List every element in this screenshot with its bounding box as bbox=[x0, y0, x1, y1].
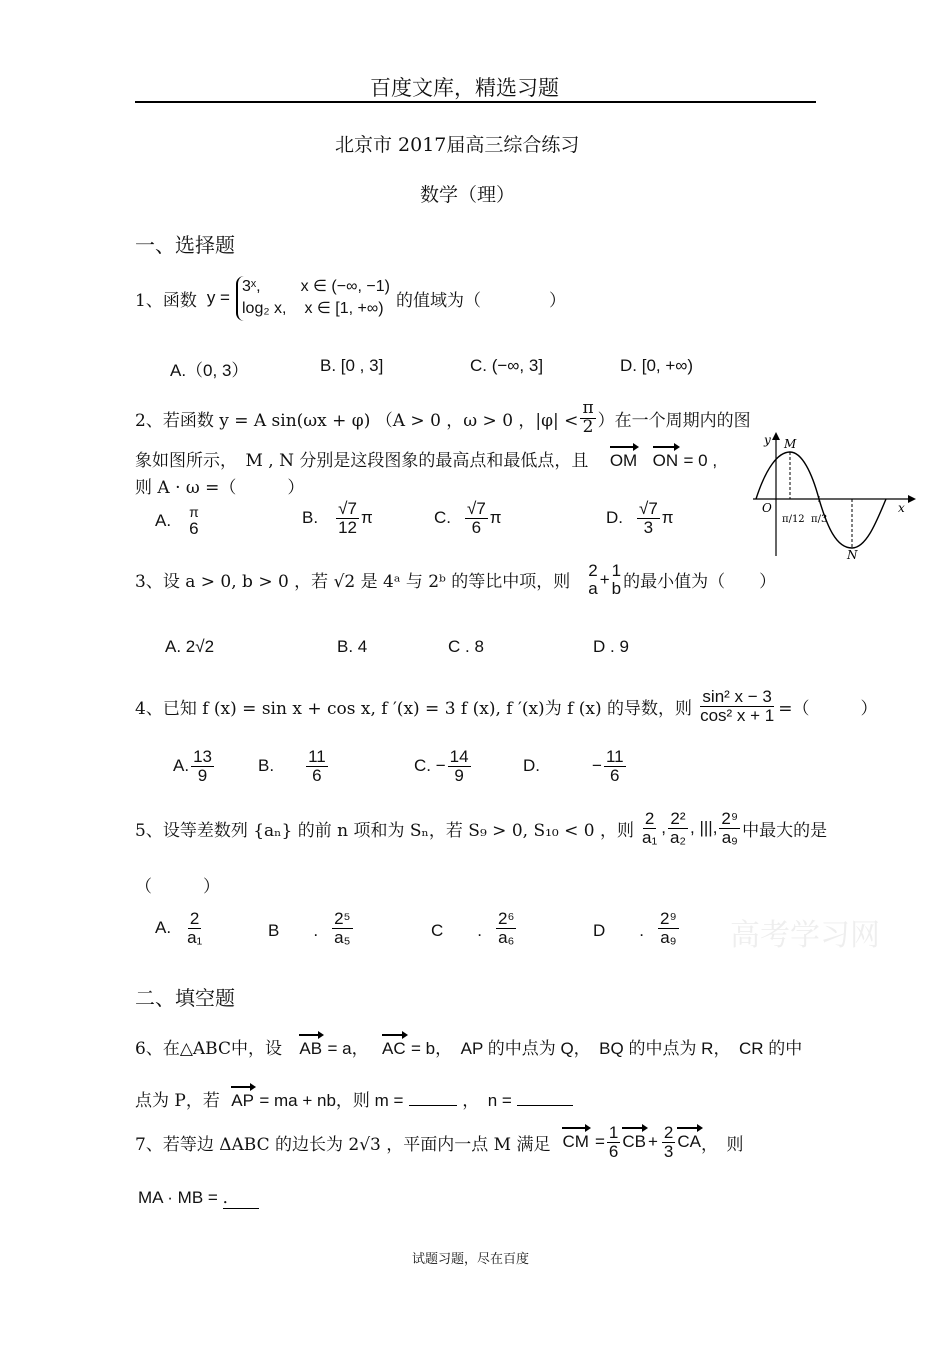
q4-option-d bbox=[523, 748, 628, 785]
q2-opt-a-num: π bbox=[189, 504, 199, 520]
q1-piece1-expr: 3ˣ, bbox=[241, 278, 261, 295]
q5-opt-c-frac bbox=[496, 910, 516, 947]
question-7-line-1 bbox=[135, 1124, 744, 1161]
q5-opt-d-frac bbox=[658, 910, 679, 947]
q5-f3-den: a₉ bbox=[721, 827, 738, 847]
watermark: 高考学习网 bbox=[730, 918, 880, 953]
q7-f2-den: 3 bbox=[663, 1141, 674, 1161]
q4-opt-d-label: D. bbox=[523, 756, 540, 776]
q2-option-c bbox=[434, 500, 502, 537]
q2-option-a bbox=[155, 505, 201, 538]
question-6-line-1 bbox=[135, 1034, 802, 1059]
q2-opt-b-frac bbox=[336, 500, 359, 537]
q2-line1: 2、若函数 y = A sin(ωx + φ) （A > 0 ，ω > 0 ，|φ| < bbox=[135, 410, 579, 431]
q5-opt-d-label: D . bbox=[593, 920, 644, 940]
q7-vector-cm: CM bbox=[562, 1132, 589, 1152]
q5-f2-num: 2² bbox=[670, 809, 686, 828]
q6-line1a: 6、在△ABC中，设 bbox=[135, 1039, 282, 1059]
q4-opt-d-den: 6 bbox=[610, 765, 620, 785]
q2-opt-c-den: 6 bbox=[471, 517, 482, 537]
q5-option-c bbox=[431, 910, 518, 947]
q4-opt-c-label: C. − bbox=[414, 756, 446, 776]
q7-line1a: 7、若等边 ΔABC 的边长为 2√3 ，平面内一点 M 满足 bbox=[135, 1134, 551, 1155]
q2-opt-b-tail: π bbox=[360, 508, 373, 528]
q3-frac2 bbox=[612, 562, 621, 598]
q1-y: y = bbox=[206, 288, 230, 308]
q6-eq-a: = a， bbox=[327, 1039, 369, 1058]
graph-tick2-label: π/3 bbox=[811, 514, 828, 525]
q2-vector-on: ON bbox=[652, 451, 679, 470]
q1-tail: 的值域为（ ） bbox=[395, 290, 566, 311]
graph-x-arrow bbox=[908, 495, 916, 503]
q7-f2-num: 2 bbox=[663, 1123, 674, 1142]
q4-opt-c-den: 9 bbox=[454, 765, 464, 785]
q4-opt-a-frac bbox=[191, 748, 214, 785]
q5-opt-c-num: 2⁶ bbox=[498, 909, 515, 928]
q7-eq: = bbox=[594, 1132, 605, 1152]
doc-title: 北京市 2017届高三综合练习 bbox=[335, 134, 580, 156]
q2-opt-a-frac bbox=[189, 505, 199, 538]
question-7-line-2 bbox=[138, 1183, 259, 1209]
q5-f2-den: a₂ bbox=[669, 827, 686, 847]
q4-stem: 4、已知 f (x) = sin x + cos x, f ′(x) = 3 f (x), f ′(x)为 f (x) 的导数，则 bbox=[135, 698, 693, 719]
q4-num: sin² x − 3 bbox=[702, 687, 772, 706]
q1-piece2-expr: log₂ x, bbox=[241, 300, 287, 318]
graph-min-label: N bbox=[847, 548, 858, 562]
q4-opt-b-num: 11 bbox=[308, 747, 326, 766]
q7-vector-cb: CB bbox=[622, 1132, 646, 1152]
q3-stem: 3、设 a > 0, b > 0 ，若 √2 是 4ᵃ 与 2ᵇ 的等比中项，则 bbox=[135, 572, 571, 593]
q3-f2-num: 1 bbox=[611, 561, 622, 580]
q2-vector-om: OM bbox=[609, 451, 638, 470]
q7-blank[interactable] bbox=[223, 1183, 259, 1209]
q2-opt-c-label: C. bbox=[434, 508, 451, 528]
q7-frac2 bbox=[662, 1124, 675, 1161]
q3-f2-den: b bbox=[611, 578, 622, 598]
q4-option-c bbox=[414, 748, 473, 785]
q5-f3-num: 2⁹ bbox=[721, 809, 739, 828]
q2-pi-over-2 bbox=[580, 400, 595, 437]
question-5: 5、设等差数列 {aₙ} 的前 n 项和为 Sₙ，若 S₉ > 0, S₁₀ < 0 ，则 $\frac{2}{\text{a₁}}$ , $\frac{\text{2²}}{\text{a₂}}$ , |||, $\frac{\text{2⁹}}{\text{a₉}}$ 中最大的是 bbox=[135, 809, 828, 847]
q1-piece2-cond: x ∈ [1, +∞) bbox=[304, 300, 384, 318]
section-fill-heading: 二、填空题 bbox=[135, 986, 235, 1010]
q1-option-a: A.（0, 3） bbox=[170, 361, 249, 380]
q1-piecewise bbox=[236, 276, 390, 321]
q6-eq-b: = b， AP 的中点为 Q， BQ 的中点为 R， CR 的中 bbox=[411, 1039, 803, 1058]
q2-opt-a-label: A. bbox=[155, 511, 172, 531]
q5-option-b bbox=[268, 910, 355, 947]
graph-x-label: x bbox=[898, 501, 905, 515]
q2-opt-a-den: 6 bbox=[189, 518, 199, 538]
q2-opt-d-label: D. bbox=[606, 508, 623, 528]
q5-opt-b-den: a₅ bbox=[334, 927, 351, 947]
q2-line1-tail: ）在一个周期内的图 bbox=[597, 410, 751, 431]
q6-blank-m[interactable] bbox=[409, 1105, 457, 1106]
q5-frac3 bbox=[719, 810, 740, 847]
q5-opt-a-num: 2 bbox=[189, 909, 200, 928]
q5-opt-b-num: 2⁵ bbox=[334, 909, 351, 928]
graph-y-label: y bbox=[764, 433, 771, 447]
q4-opt-b-frac bbox=[306, 748, 328, 785]
q5-opt-c-den: a₆ bbox=[498, 927, 515, 947]
q5-opt-c-label: C . bbox=[431, 920, 482, 940]
q2-opt-c-frac bbox=[465, 500, 488, 537]
q2-opt-b-den: 12 bbox=[338, 517, 357, 537]
q4-opt-b-label: B. bbox=[258, 756, 275, 776]
q5-f1-num: 2 bbox=[644, 809, 655, 828]
q5-option-a bbox=[155, 910, 206, 947]
q7-line2-tail: ． bbox=[222, 1188, 240, 1207]
q3-frac1 bbox=[588, 562, 597, 598]
q7-plus: + bbox=[647, 1132, 658, 1152]
q5-opt-a-label: A. bbox=[155, 918, 172, 938]
q2-opt-d-frac bbox=[637, 500, 660, 537]
graph-tick1-label: π/12 bbox=[782, 514, 805, 525]
graph-origin-label: O bbox=[762, 501, 772, 515]
q3-option-d: D . 9 bbox=[593, 637, 629, 656]
question-2-line-2 bbox=[135, 446, 717, 471]
q1-stem: 1、函数 bbox=[135, 290, 197, 311]
q2-option-b bbox=[302, 500, 373, 537]
q6-vector-ab: AB bbox=[299, 1039, 323, 1058]
q4-opt-d-sign: − bbox=[592, 756, 602, 776]
page-footer: 试题习题，尽在百度 bbox=[412, 1252, 530, 1267]
q4-opt-b-den: 6 bbox=[312, 765, 322, 785]
q5-opt-b-label: B . bbox=[268, 920, 319, 940]
q5-dots: , |||, bbox=[690, 818, 718, 838]
q7-f1-num: 1 bbox=[608, 1123, 619, 1142]
q2-line3: 则 A · ω =（ ） bbox=[135, 478, 305, 498]
q2-eq0: = 0 , bbox=[683, 451, 718, 470]
q5-paren: （ ） bbox=[135, 877, 220, 897]
q5-frac1 bbox=[640, 810, 659, 847]
q5-frac2 bbox=[668, 810, 688, 847]
q4-opt-a-label: A. bbox=[173, 756, 190, 776]
q3-option-a: A. 2√2 bbox=[165, 637, 215, 656]
header-rule bbox=[135, 101, 816, 103]
q4-den: cos² x + 1 bbox=[700, 705, 775, 725]
q4-opt-d-frac bbox=[604, 748, 626, 785]
q5-opt-d-den: a₉ bbox=[660, 927, 677, 947]
q6-comma: ， n = bbox=[462, 1091, 512, 1110]
q3-f1-num: 2 bbox=[588, 561, 598, 580]
q5-opt-d-num: 2⁹ bbox=[660, 909, 677, 928]
q4-option-a bbox=[173, 748, 216, 785]
q5-stem: 5、设等差数列 {aₙ} 的前 n 项和为 Sₙ，若 S₉ > 0, S₁₀ < 0 ，则 bbox=[135, 820, 634, 841]
q5-option-d bbox=[593, 910, 681, 947]
q2-opt-c-tail: π bbox=[489, 508, 502, 528]
q2-two: 2 bbox=[582, 416, 594, 437]
q4-frac bbox=[698, 688, 776, 725]
graph-max-label: M bbox=[784, 437, 797, 451]
q1-piece1-cond: x ∈ (−∞, −1) bbox=[300, 278, 390, 295]
q4-opt-c-num: 14 bbox=[449, 747, 469, 766]
q2-opt-d-tail: π bbox=[661, 508, 674, 528]
q3-tail: 的最小值为（ ） bbox=[623, 572, 777, 593]
q4-option-b bbox=[258, 748, 330, 785]
q2-opt-d-den: 3 bbox=[643, 517, 654, 537]
q6-vector-ap: AP bbox=[231, 1091, 254, 1110]
q6-vector-ac: AC bbox=[382, 1039, 406, 1058]
q3-f1-den: a bbox=[588, 578, 598, 598]
q2-opt-b-label: B. bbox=[302, 508, 319, 528]
q5-opt-b-frac bbox=[332, 910, 353, 947]
question-3 bbox=[135, 562, 776, 598]
section-choice-heading: 一、选择题 bbox=[135, 233, 235, 257]
q4-tail: =（ ） bbox=[778, 698, 878, 719]
q5-opt-a-frac bbox=[185, 910, 204, 947]
q6-eq-mn: = ma + nb，则 m = bbox=[259, 1091, 404, 1110]
q6-blank-n[interactable] bbox=[517, 1105, 573, 1106]
q2-opt-b-num: √7 bbox=[338, 499, 357, 518]
q2-opt-c-num: √7 bbox=[467, 499, 486, 518]
q5-tail: 中最大的是 bbox=[742, 820, 828, 841]
q3-option-c: C . 8 bbox=[448, 637, 484, 656]
page-header: 百度文库，精选习题 bbox=[370, 76, 559, 100]
question-2-line-1 bbox=[135, 400, 751, 437]
q2-option-d bbox=[606, 500, 674, 537]
q5-f1-den: a₁ bbox=[642, 827, 658, 847]
question-4 bbox=[135, 688, 877, 725]
q2-sine-graph bbox=[748, 428, 918, 563]
q4-opt-a-den: 9 bbox=[197, 765, 208, 785]
q7-line2: MA · MB = bbox=[138, 1188, 218, 1207]
q3-option-b: B. 4 bbox=[337, 637, 368, 656]
q7-f1-den: 6 bbox=[608, 1141, 619, 1161]
q7-tail: ， 则 bbox=[701, 1134, 744, 1155]
graph-y-arrow bbox=[772, 432, 780, 440]
doc-subtitle: 数学（理） bbox=[420, 184, 516, 206]
q4-opt-d-num: 11 bbox=[605, 747, 624, 766]
q7-vector-ca: CA bbox=[677, 1132, 701, 1152]
q2-pi: π bbox=[582, 398, 594, 418]
q2-opt-d-num: √7 bbox=[639, 499, 658, 518]
q6-line2a: 点为 P，若 bbox=[135, 1091, 220, 1111]
q1-option-d: D. [0, +∞) bbox=[620, 356, 694, 375]
q7-frac1 bbox=[607, 1124, 620, 1161]
q2-line2: 象如图所示， M , N 分别是这段图象的最高点和最低点，且 bbox=[135, 451, 589, 471]
q3-plus: + bbox=[599, 569, 610, 589]
q5-opt-a-den: a₁ bbox=[187, 927, 203, 947]
q4-opt-a-num: 13 bbox=[193, 747, 212, 766]
q1-option-c: C. (−∞, 3] bbox=[470, 356, 544, 375]
question-1 bbox=[135, 276, 566, 321]
q1-option-b: B. [0 , 3] bbox=[320, 356, 384, 375]
q4-opt-c-frac bbox=[448, 748, 471, 785]
question-6-line-2 bbox=[135, 1086, 573, 1111]
